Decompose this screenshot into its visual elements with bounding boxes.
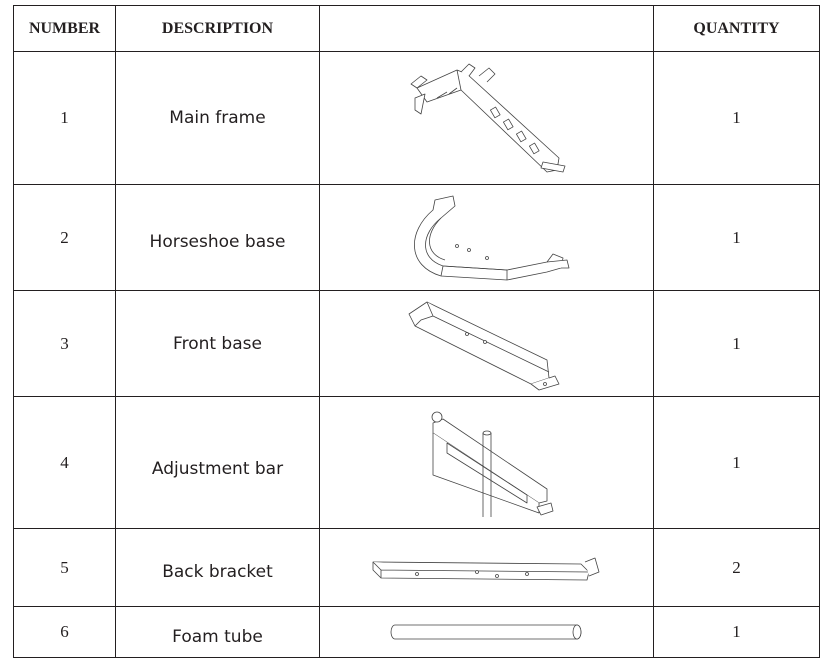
table-row <box>14 529 820 607</box>
horseshoe-base-drawing-icon <box>397 188 577 288</box>
adjustment-bar-drawing-icon <box>397 403 577 523</box>
parts-table <box>13 5 820 658</box>
part-description: Back bracket <box>116 529 320 607</box>
table-row <box>14 52 820 185</box>
part-description: Foam tube <box>116 607 320 658</box>
part-quantity: 1 <box>654 607 820 658</box>
table-row <box>14 291 820 397</box>
table-row <box>14 607 820 658</box>
part-quantity: 1 <box>654 185 820 291</box>
front-base-drawing-icon <box>397 294 577 394</box>
part-number: 1 <box>14 52 116 185</box>
part-description: Main frame <box>116 52 320 185</box>
part-quantity: 1 <box>654 291 820 397</box>
part-number: 6 <box>14 607 116 658</box>
back-bracket-drawing-icon <box>367 548 607 588</box>
header-image <box>320 6 654 52</box>
header-number: NUMBER <box>14 6 116 52</box>
part-number: 3 <box>14 291 116 397</box>
part-quantity: 1 <box>654 397 820 529</box>
main-frame-drawing-icon <box>397 58 577 178</box>
part-number: 2 <box>14 185 116 291</box>
part-description: Adjustment bar <box>116 397 320 529</box>
table-row <box>14 185 820 291</box>
table-row <box>14 397 820 529</box>
header-description: DESCRIPTION <box>116 6 320 52</box>
part-quantity: 2 <box>654 529 820 607</box>
part-description: Horseshoe base <box>116 185 320 291</box>
part-number: 4 <box>14 397 116 529</box>
header-row <box>14 6 820 52</box>
foam-tube-drawing-icon <box>387 620 587 644</box>
header-quantity: QUANTITY <box>654 6 820 52</box>
part-number: 5 <box>14 529 116 607</box>
part-quantity: 1 <box>654 52 820 185</box>
part-description: Front base <box>116 291 320 397</box>
